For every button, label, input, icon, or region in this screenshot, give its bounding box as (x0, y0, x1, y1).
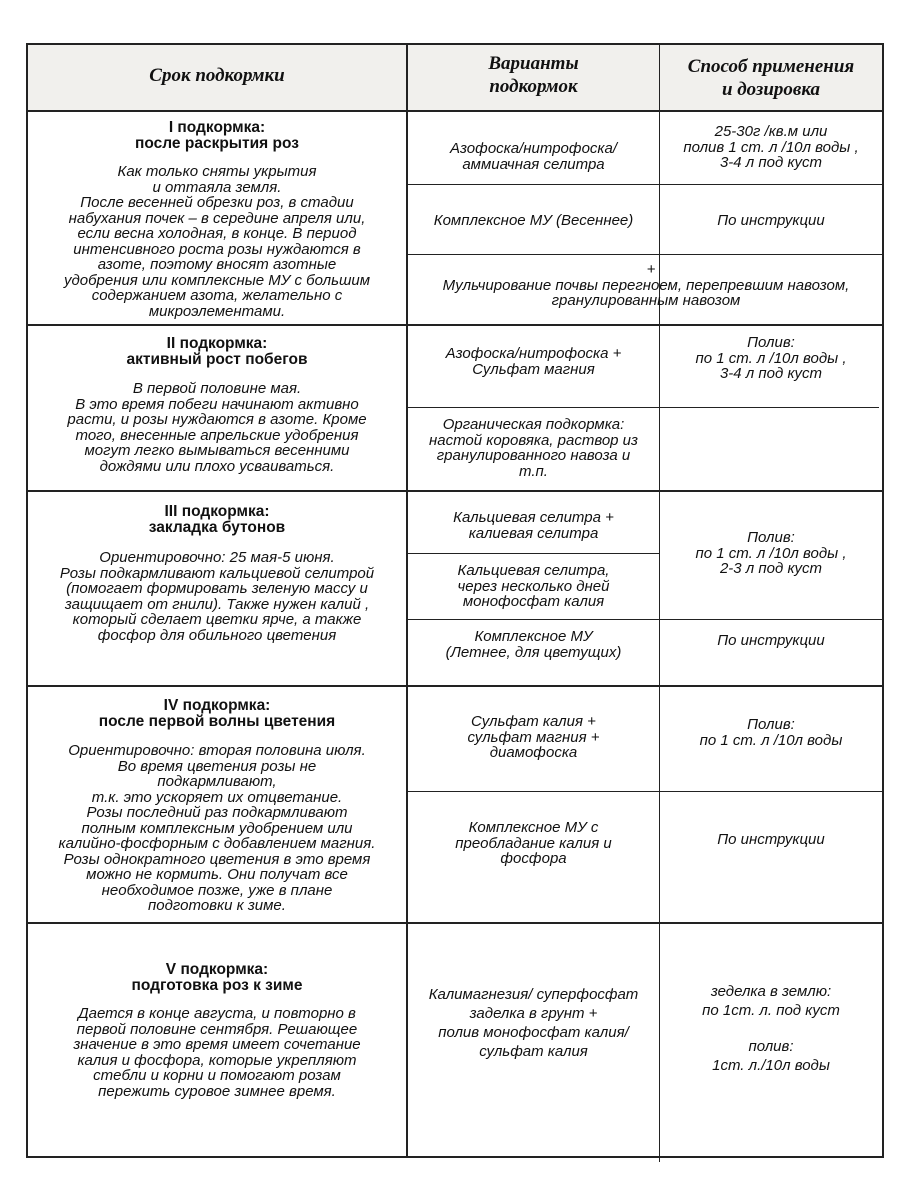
header-col2-line1: Варианты (488, 53, 579, 74)
row-4-opt2-variant-line2: преобладание калия и (455, 834, 612, 852)
row-divider-1 (27, 324, 883, 326)
row-divider-header (27, 110, 883, 112)
row-1-desc-line10: микроэлементами. (148, 302, 286, 320)
row-4-opt1-variant-line3: диамофоска (489, 744, 578, 761)
subrow-divider-1a (407, 184, 883, 185)
row-1-option-1-method (660, 124, 882, 171)
row-1-option-3-variant (408, 262, 884, 309)
row-2-opt2-variant-line3: гранулированного навоза и (436, 447, 631, 464)
row-4-option-1-method (660, 717, 882, 748)
row-1-opt2-variant-line1: Комплексное МУ (Весеннее) (433, 212, 634, 229)
row-4-desc-line4: т.к. это ускоряет их отцветание. (91, 788, 343, 806)
row-1-title-line1: I подкормка: (168, 119, 266, 136)
row-3-option-3-method (660, 633, 882, 649)
row-2-title-line1: II подкормка: (166, 335, 268, 352)
row-1-desc-line6: интенсивного роста розы нуждаются в (73, 240, 361, 258)
row-5-desc-line4: калия и фосфора, которые укрепляют (77, 1051, 357, 1069)
row-4-desc-line10: необходимое позже, уже в плане (101, 881, 333, 899)
row-1-desc-line2: и оттаяла земля. (152, 178, 282, 196)
row-4-opt1-variant-line1: Сульфат калия + (471, 713, 596, 730)
row-1-opt3-variant-line1: + (646, 261, 656, 278)
row-3-opt2-variant-line1: Кальциевая селитра, (457, 562, 610, 579)
row-2-desc-line2: В это время побеги начинают активно (75, 395, 359, 413)
row-5-description (28, 1006, 406, 1099)
row-1-title (28, 120, 406, 152)
row-3-opt1-variant-line2: калиевая селитра (468, 524, 599, 542)
row-5-desc-line1: Дается в конце августа, и повторно в (78, 1005, 356, 1022)
row-2-opt1-method-line1: Полив: (747, 334, 795, 351)
row-2-description (28, 381, 406, 474)
row-5-opt1-variant-line2: заделка в грунт + (469, 1005, 598, 1022)
row-3-desc-line3: (помогает формировать зеленую массу и (66, 580, 368, 597)
row-2-desc-line4: того, внесенные апрельские удобрения (75, 426, 359, 444)
row-3-opt3-variant-line1: Комплексное МУ (474, 628, 593, 645)
row-2-opt1-method-line2: по 1 ст. л /10л воды , (695, 349, 847, 367)
header-col3-line2: и дозировка (721, 79, 821, 100)
row-1-title-line2: после раскрытия роз (135, 135, 299, 152)
row-4-opt1-variant-line2: сульфат магния + (467, 728, 600, 746)
row-4-opt2-method-line1: По инструкции (717, 831, 825, 848)
row-4-option-2-variant (408, 820, 659, 867)
row-5-opt1-variant-line3: полив монофосфат калия/ (438, 1024, 629, 1041)
row-2-option-2-variant (408, 417, 659, 479)
row-5-desc-line3: значение в это время имеет сочетание (73, 1036, 361, 1053)
row-1-opt1-method-line2: полив 1 ст. л /10л воды , (683, 138, 859, 156)
row-3-desc-line2: Розы подкармливают кальциевой селитрой (59, 564, 375, 582)
row-divider-3 (27, 685, 883, 687)
row-3-opt2-variant-line3: монофосфат калия (462, 593, 605, 610)
row-2-desc-line3: расти, и розы нуждаются в азоте. Кроме (67, 411, 367, 428)
row-5-title-line1: V подкормка: (165, 961, 269, 978)
row-5-title-line2: подготовка роз к зиме (131, 977, 303, 994)
subrow-divider-3a (407, 553, 660, 554)
row-3-title-line2: закладка бутонов (148, 519, 286, 536)
row-4-desc-line3: подкармливают, (157, 773, 277, 790)
row-1-desc-line5: если весна холодная, в конце. В период (77, 225, 357, 242)
row-5-opt1-variant-line4: сульфат калия (479, 1043, 588, 1060)
row-1-opt3-variant-line2: Мульчирование почвы перегноем, перепревшим навозом, (442, 276, 850, 294)
row-4-opt1-method-line2: по 1 ст. л /10л воды (699, 731, 843, 749)
subrow-divider-4a (407, 791, 883, 792)
row-4-desc-line11: подготовки к зиме. (148, 897, 286, 914)
row-5-opt1-method-line5: 1ст. л./10л воды (712, 1056, 830, 1074)
row-4-title-line2: после первой волны цветения (98, 713, 336, 730)
row-1-option-2-variant (408, 213, 659, 229)
row-4-desc-line9: можно не кормить. Они получат все (86, 866, 348, 883)
row-3-desc-line6: фосфор для обильного цветения (97, 626, 337, 644)
row-divider-2 (27, 490, 883, 492)
row-4-desc-line1: Ориентировочно: вторая половина июля. (68, 742, 366, 759)
row-5-opt1-variant-line1: Калимагнезия/ суперфосфат (428, 986, 639, 1003)
subrow-divider-1b (407, 254, 883, 255)
row-3-option-2-variant (408, 563, 659, 610)
row-2-option-1-method (660, 335, 882, 382)
row-5-title (28, 962, 406, 994)
row-1-desc-line1: Как только сняты укрытия (117, 163, 317, 180)
subrow-divider-2a (407, 407, 879, 408)
table-border-top (26, 43, 883, 45)
row-5-option-1-variant (408, 985, 659, 1061)
row-3-opt1-method-line2: по 1 ст. л /10л воды , (695, 544, 847, 562)
row-5-opt1-method-line2: по 1ст. л. под куст (702, 1001, 840, 1019)
row-5-opt1-method-line4: полив: (748, 1038, 794, 1055)
row-4-desc-line2: Во время цветения розы не (117, 757, 317, 775)
header-column-variants (408, 52, 659, 98)
row-3-option-3-variant (408, 629, 659, 660)
row-2-opt2-variant-line2: настой коровяка, раствор из (428, 431, 638, 449)
row-3-option-1-variant (408, 510, 659, 541)
row-1-opt1-method-line3: 3-4 л под куст (719, 154, 823, 171)
row-1-desc-line9: содержанием азота, желательно с (91, 287, 343, 304)
row-3-desc-line4: защищает от гнили). Также нужен калий , (64, 595, 370, 613)
row-2-desc-line6: дождями или плохо усваиваться. (99, 457, 335, 475)
row-2-opt2-variant-line4: т.п. (519, 462, 548, 480)
row-4-opt2-variant-line3: фосфора (500, 850, 567, 867)
row-4-title (28, 698, 406, 730)
row-1-opt1-variant-line1: Азофоска/нитрофоска/ (449, 140, 618, 157)
row-2-opt1-variant-line2: Сульфат магния (472, 360, 595, 378)
row-2-title (28, 336, 406, 368)
row-1-desc-line7: азоте, поэтому вносят азотные (97, 256, 337, 273)
row-3-opt1-method-line3: 2-3 л под куст (719, 560, 823, 577)
row-1-opt1-variant-line2: аммиачная селитра (462, 155, 605, 173)
row-5-option-1-method (660, 983, 882, 1075)
row-2-opt1-variant-line1: Азофоска/нитрофоска + (445, 345, 622, 362)
row-3-opt1-method-line1: Полив: (747, 529, 795, 546)
row-1-option-1-variant (408, 141, 659, 172)
row-5-opt1-method-line3 (660, 1020, 882, 1038)
row-1-desc-line8: удобрения или комплексные МУ с большим (63, 271, 371, 289)
row-2-desc-line1: В первой половине мая. (132, 380, 302, 397)
row-divider-4 (27, 922, 883, 924)
header-col2-line2: подкормок (489, 76, 578, 97)
row-4-desc-line6: полным комплексным удобрением или (81, 819, 353, 837)
row-3-desc-line1: Ориентировочно: 25 мая-5 июня. (99, 549, 335, 566)
row-4-desc-line5: Розы последний раз подкармливают (86, 804, 348, 821)
row-2-option-1-variant (408, 346, 659, 377)
row-3-opt1-variant-line1: Кальциевая селитра + (453, 509, 614, 526)
row-4-description (28, 743, 406, 914)
row-2-desc-line5: могут легко вымываться весенними (84, 442, 350, 459)
row-1-description (28, 164, 406, 319)
header-column-term (28, 64, 406, 87)
row-1-opt1-method-line1: 25-30г /кв.м или (714, 123, 828, 140)
row-3-title (28, 504, 406, 536)
row-4-opt1-method-line1: Полив: (747, 716, 795, 733)
row-4-desc-line7: калийно-фосфорным с добавлением магния. (58, 835, 376, 852)
row-1-desc-line3: После весенней обрезки роз, в стадии (80, 194, 354, 211)
row-1-desc-line4: набухания почек – в середине апреля или, (68, 209, 366, 227)
header-column-method (660, 55, 882, 101)
row-3-opt2-variant-line2: через несколько дней (457, 577, 610, 595)
subrow-divider-3b (407, 619, 883, 620)
row-2-opt2-variant-line1: Органическая подкормка: (442, 416, 625, 433)
row-1-option-2-method (660, 213, 882, 229)
row-5-desc-line2: первой половине сентября. Решающее (76, 1020, 358, 1038)
row-3-description (28, 550, 406, 643)
table-border-right (882, 43, 884, 1157)
row-1-opt3-variant-line3: гранулированным навозом (551, 292, 741, 309)
row-5-opt1-method-line1: зеделка в землю: (710, 983, 832, 1000)
row-2-title-line2: активный рост побегов (126, 351, 308, 368)
row-4-opt2-variant-line1: Комплексное МУ с (468, 819, 599, 836)
row-1-opt2-method-line1: По инструкции (717, 212, 825, 229)
header-col3-line1: Способ применения (687, 56, 855, 77)
row-3-option-1-method (660, 530, 882, 577)
table-border-bottom (26, 1156, 884, 1158)
row-3-title-line1: III подкормка: (164, 503, 270, 520)
row-2-opt1-method-line3: 3-4 л под куст (719, 365, 823, 382)
row-3-opt3-variant-line2: (Летнее, для цветущих) (445, 643, 622, 661)
row-4-desc-line8: Розы однократного цветения в это время (63, 850, 371, 868)
row-4-option-2-method (660, 832, 882, 848)
row-3-desc-line5: который сделает цветки ярче, а также (72, 611, 362, 628)
header-col1-text: Срок подкормки (149, 65, 285, 86)
row-4-title-line1: IV подкормка: (163, 697, 271, 714)
row-3-opt3-method-line1: По инструкции (717, 632, 825, 649)
row-5-desc-line6: пережить суровое зимнее время. (98, 1082, 336, 1100)
row-4-option-1-variant (408, 714, 659, 761)
row-5-desc-line5: стебли и корни и помогают розам (93, 1067, 341, 1084)
